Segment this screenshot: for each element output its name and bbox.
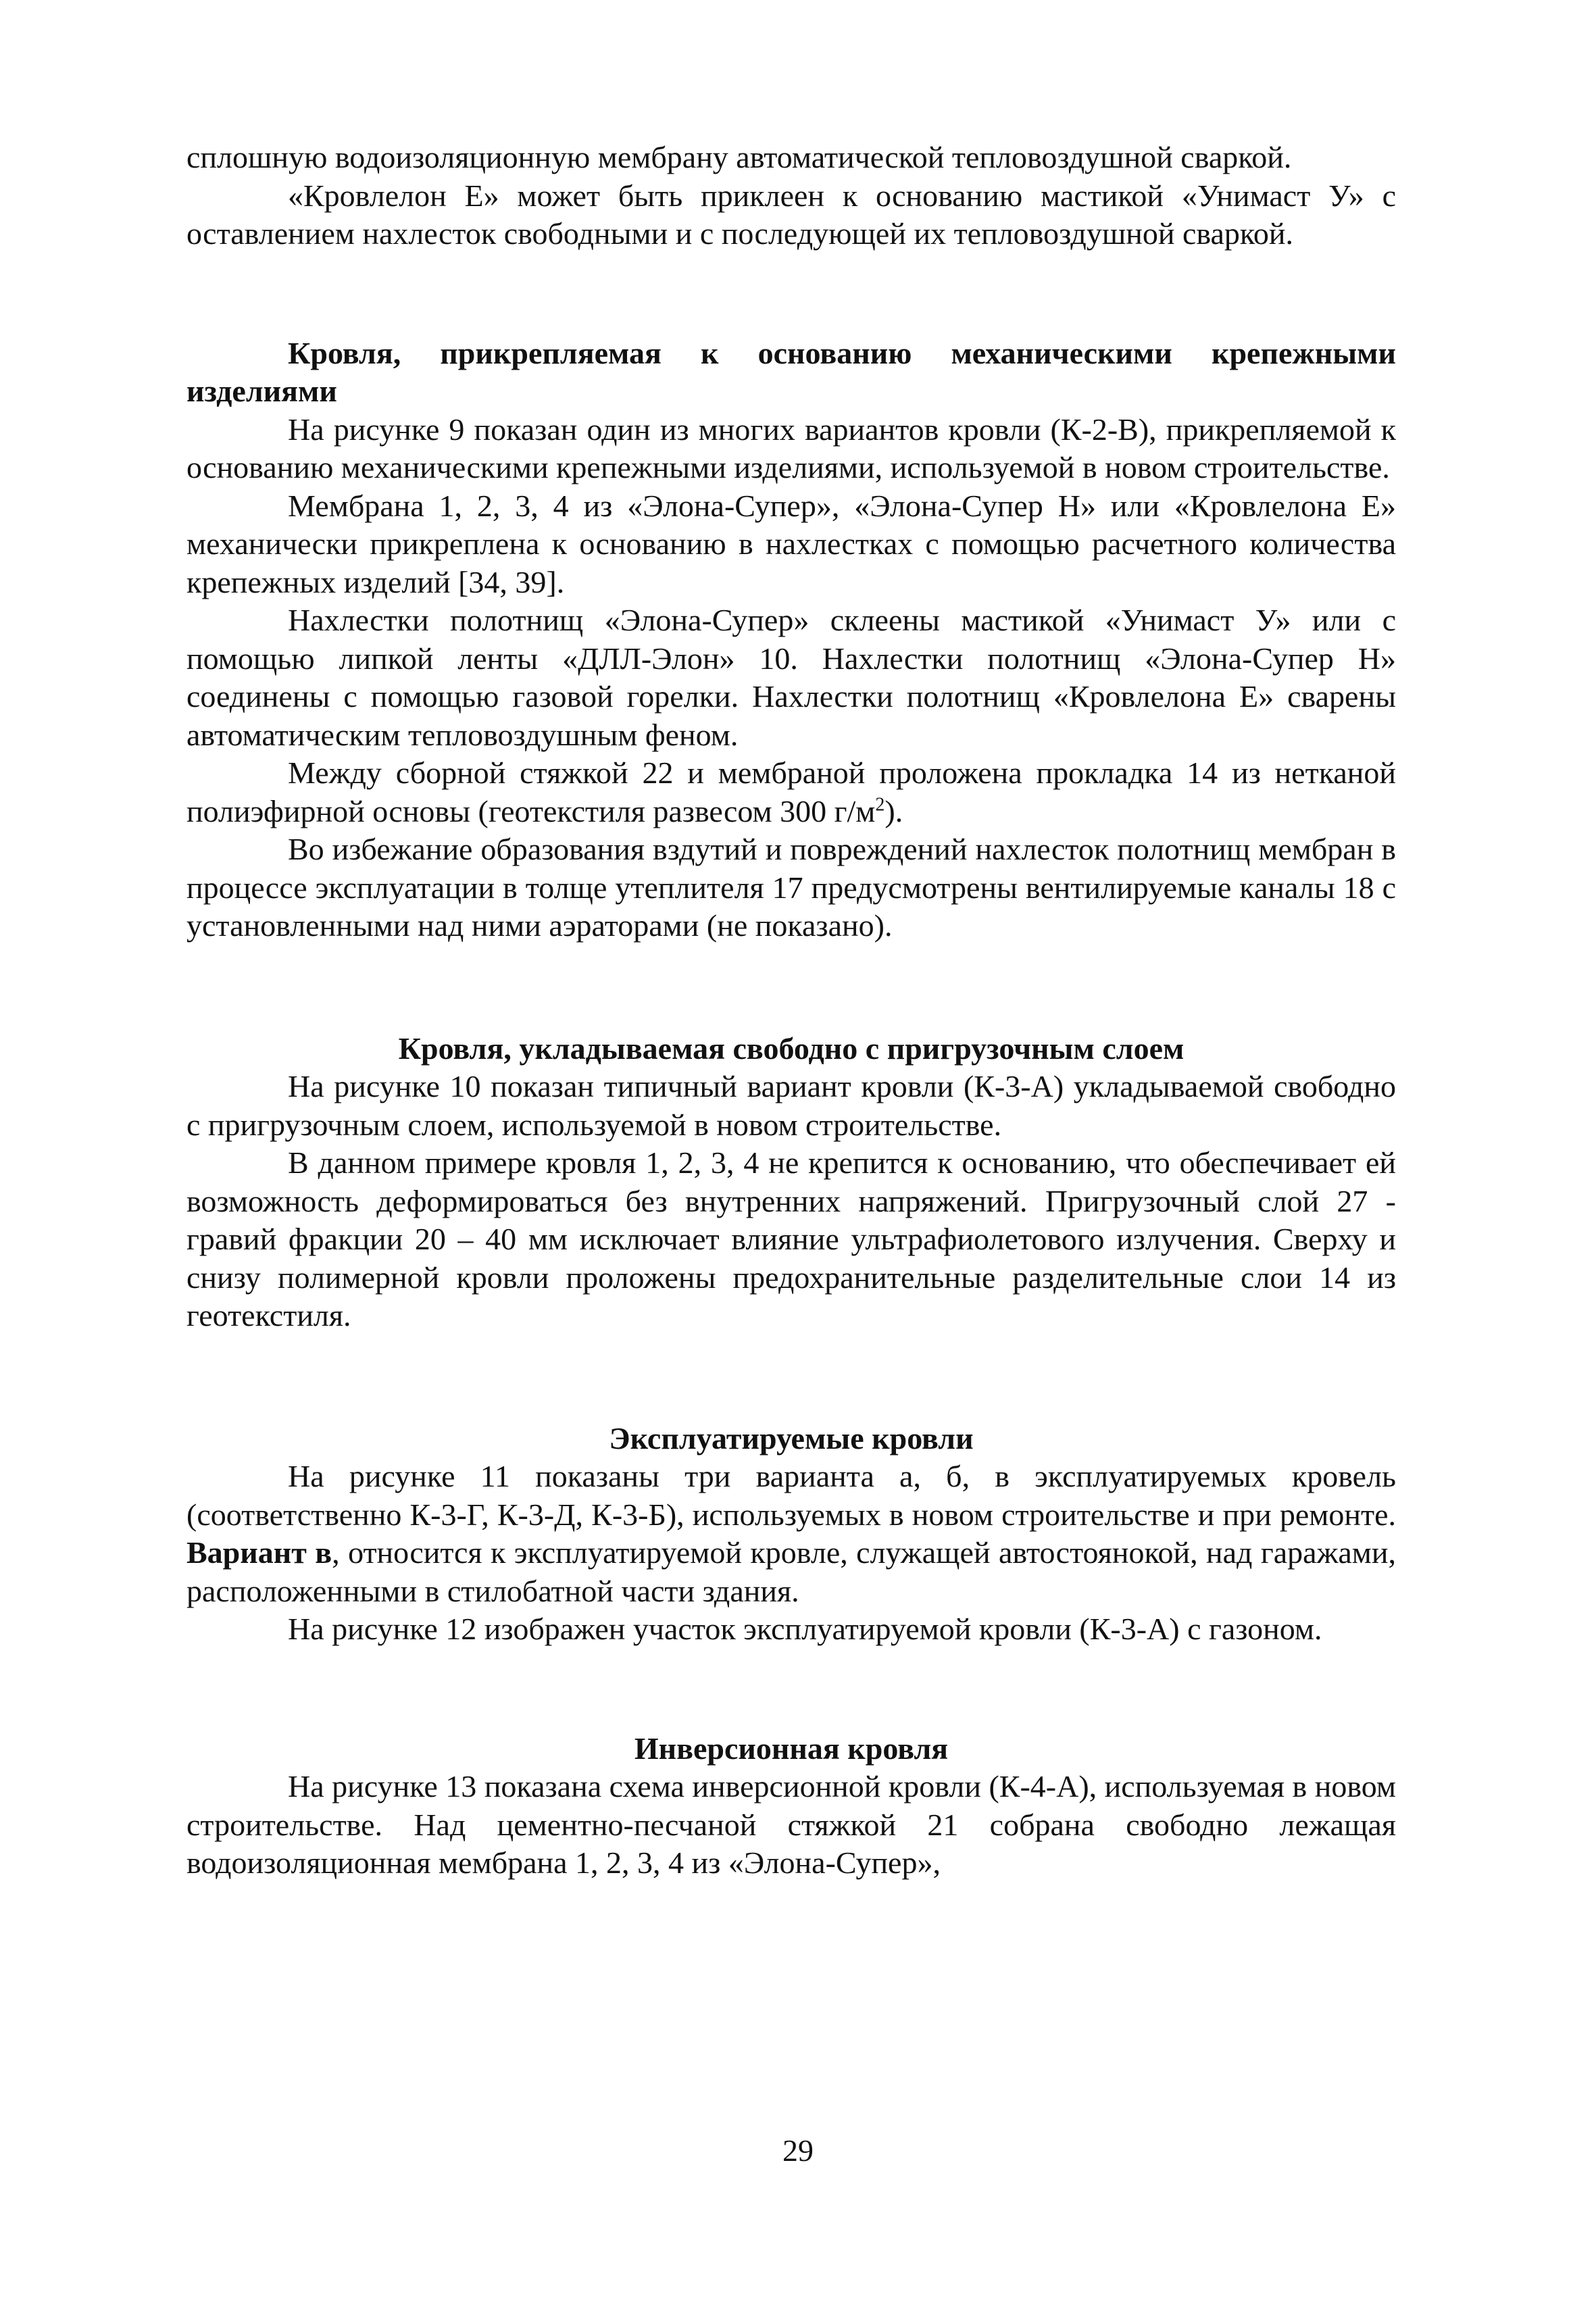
- paragraph: Нахлестки полотнищ «Элона-Супер» склеены мастикой «Унимаст У» или с помощью липкой ленты «ДЛЛ-Элон» 10. Нахлестки полотнищ «Элона-Супер Н» соединены с помощью газовой горелки. Нахлестки полотнищ «Кровлелона Е» сварены автоматическим тепловоздушным феном.: [186, 603, 1396, 752]
- paragraph-text-end: ).: [884, 793, 903, 828]
- paragraph: Мембрана 1, 2, 3, 4 из «Элона-Супер», «Элона-Супер Н» или «Кровлелона Е» механически прикреплена к основанию в нахлестках с помощью расчетного количества крепежных изделий [34, 39].: [186, 488, 1396, 599]
- paragraph: «Кровлелон Е» может быть приклеен к основанию мастикой «Унимаст У» с оставлением нахлесток свободными и с последующей их тепловоздушной сваркой.: [186, 178, 1396, 251]
- bold-term: Вариант в: [186, 1535, 332, 1570]
- section-spacer: [186, 1649, 1396, 1730]
- section-spacer: [186, 1335, 1396, 1420]
- superscript: 2: [875, 794, 885, 816]
- paragraph: В данном примере кровля 1, 2, 3, 4 не крепится к основанию, что обеспечивает ей возможность деформироваться без внутренних напряжений. Пригрузочный слой 27 - гравий фракции 20 – 40 мм исключает влияние ультрафиолетового излучения. Сверху и снизу полимерной кровли проложены предохранительные разделительные слои 14 из геотекстиля.: [186, 1145, 1396, 1333]
- section-heading-inversion-roof: Инверсионная кровля: [634, 1731, 949, 1766]
- paragraph: На рисунке 13 показана схема инверсионной кровли (К-4-А), используемая в новом строительстве. Над цементно-песчаной стяжкой 21 собрана свободно лежащая водоизоляционная мембрана 1, 2, 3, 4 из «Элона-Супер»,: [186, 1769, 1396, 1880]
- paragraph: На рисунке 12 изображен участок эксплуатируемой кровли (К-3-А) с газоном.: [288, 1612, 1322, 1646]
- paragraph-text: , относится к эксплуатируемой кровле, служащей автостоянокой, над гаражами, расположенными в стилобатной части здания.: [186, 1535, 1396, 1608]
- document-body: [186, 139, 1396, 1883]
- paragraph: На рисунке 9 показан один из многих вариантов кровли (К-2-В), прикрепляемой к основанию механическими крепежными изделиями, используемой в новом строительстве.: [186, 412, 1396, 484]
- section-spacer: [186, 945, 1396, 1030]
- section-heading-mechanical-fastening: Кровля, прикрепляемая к основанию механическими крепежными изделиями: [186, 335, 1396, 408]
- paragraph: [186, 1458, 1396, 1610]
- paragraph-text: Между сборной стяжкой 22 и мембраной проложена прокладка 14 из нетканой полиэфирной основы (геотекстиля развесом 300 г/м: [186, 755, 1396, 828]
- section-spacer: [186, 253, 1396, 334]
- paragraph-text: На рисунке 11 показаны три варианта а, б, в эксплуатируемых кровель (соответственно К-3-Г, К-3-Д, К-3-Б), используемых в новом строительстве и при ремонте.: [186, 1459, 1396, 1532]
- paragraph: Во избежание образования вздутий и повреждений нахлесток полотнищ мембран в процессе эксплуатации в толще утеплителя 17 предусмотрены вентилируемые каналы 18 с установленными над ними аэраторами (не показано).: [186, 832, 1396, 943]
- paragraph: На рисунке 10 показан типичный вариант кровли (К-3-А) укладываемой свободно с пригрузочным слоем, используемой в новом строительстве.: [186, 1069, 1396, 1142]
- section-heading-ballasted-roof: Кровля, укладываемая свободно с пригрузочным слоем: [398, 1030, 1184, 1066]
- paragraph-continuation: сплошную водоизоляционную мембрану автоматической тепловоздушной сваркой.: [186, 140, 1292, 174]
- section-heading-exploited-roofs: Эксплуатируемые кровли: [609, 1420, 974, 1455]
- page-number: 29: [782, 2133, 814, 2168]
- paragraph: [186, 754, 1396, 830]
